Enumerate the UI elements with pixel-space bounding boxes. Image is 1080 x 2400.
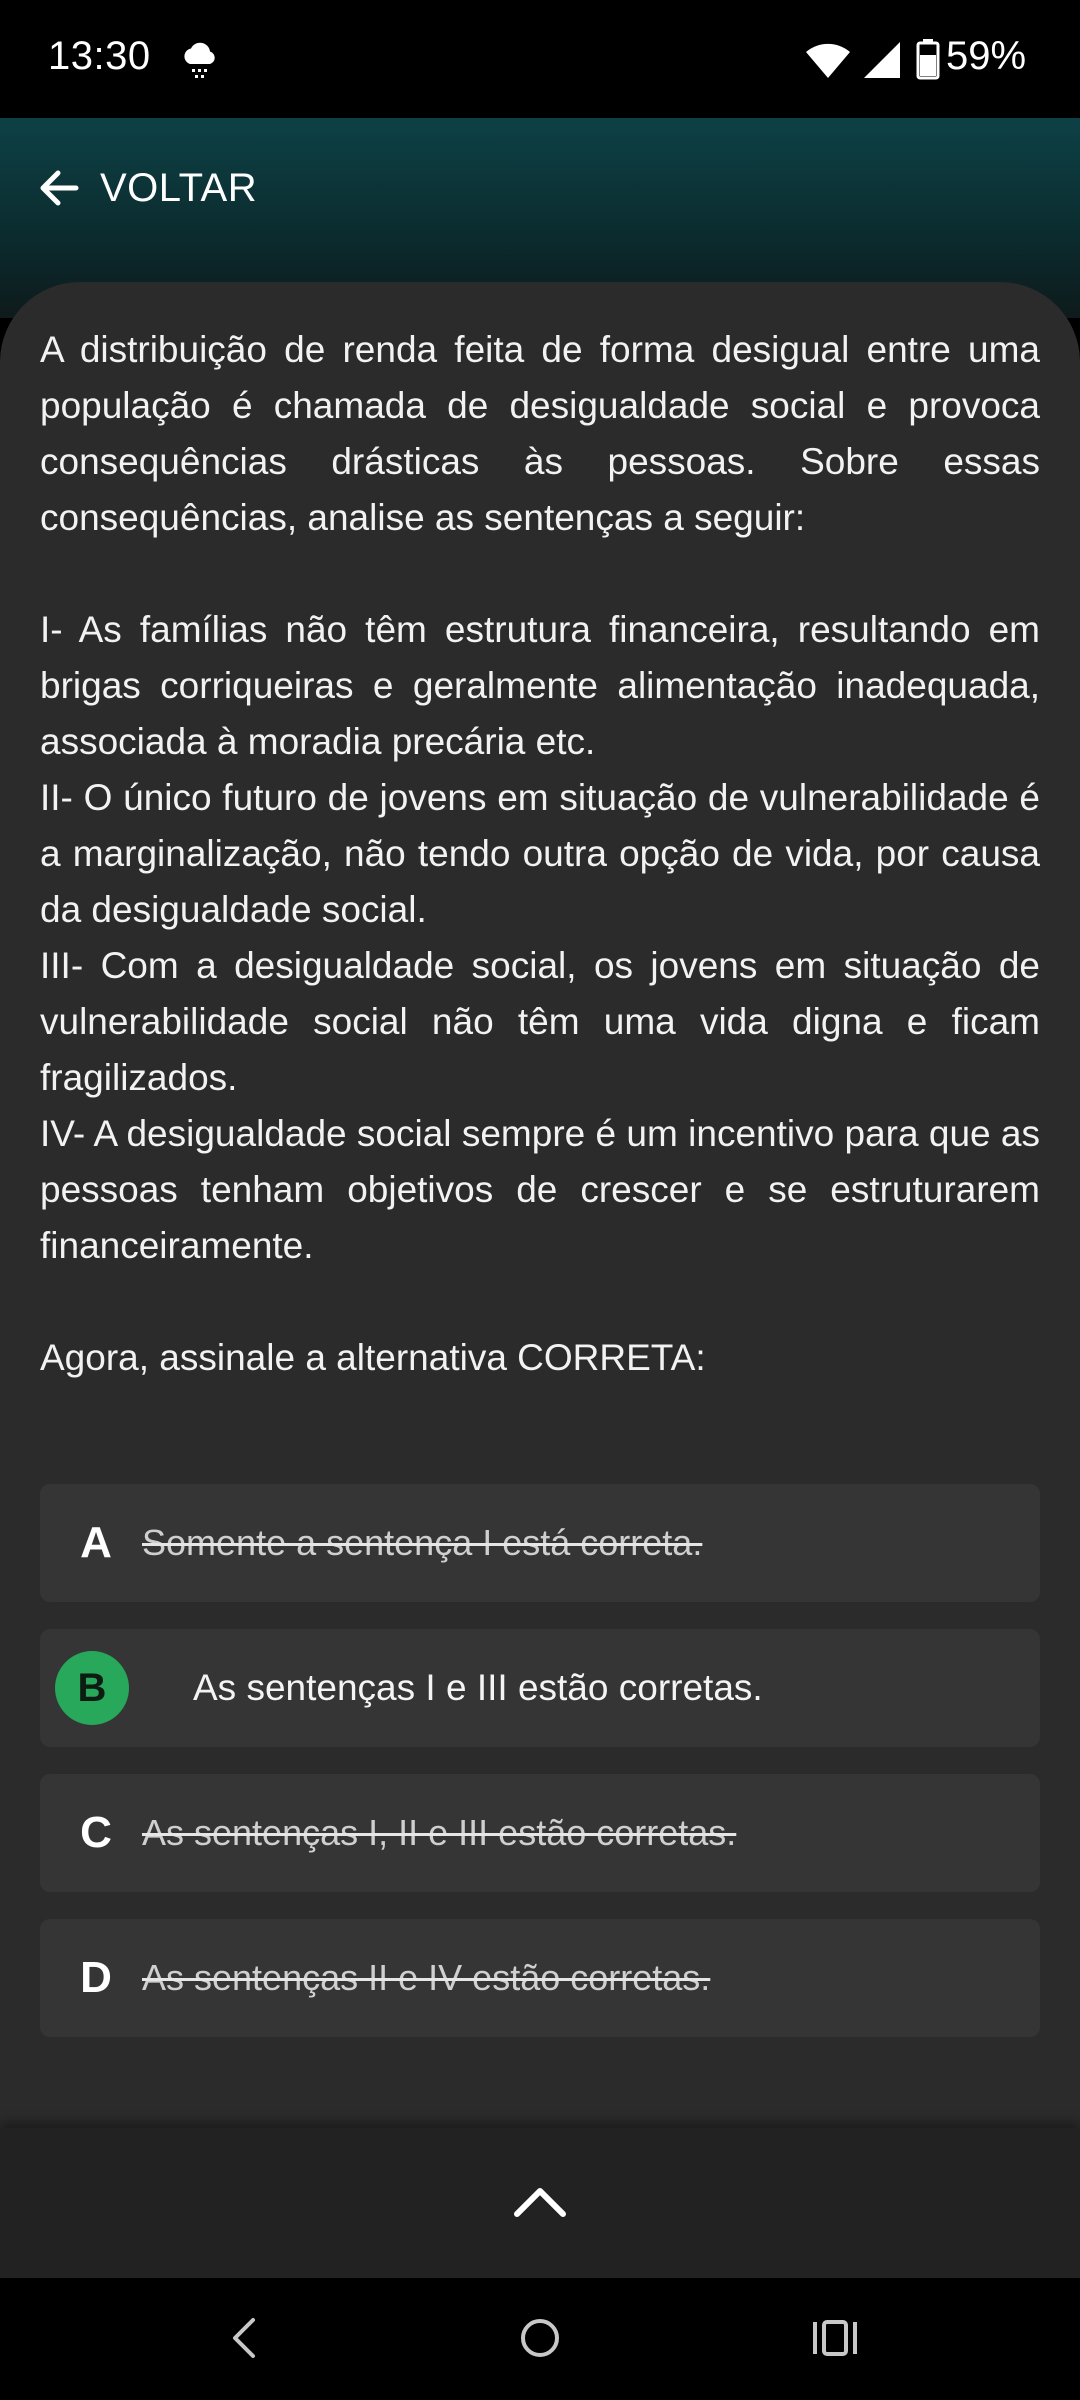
battery-icon xyxy=(916,38,940,80)
option-letter: C xyxy=(80,1808,112,1857)
bottom-panel xyxy=(0,2128,1080,2278)
status-time: 13:30 xyxy=(48,34,151,78)
question-text xyxy=(40,322,1040,1386)
back-button[interactable] xyxy=(36,158,257,218)
navigation-bar xyxy=(0,2278,1080,2400)
question-prompt: Agora, assinale a alternativa CORRETA: xyxy=(40,1337,706,1378)
option-letter: D xyxy=(80,1953,112,2002)
nav-home-icon[interactable] xyxy=(510,2308,570,2368)
option-d[interactable] xyxy=(40,1919,1040,2037)
option-letter: A xyxy=(80,1518,112,1567)
back-label: VOLTAR xyxy=(100,165,258,210)
option-letter-selected-badge: B xyxy=(55,1651,129,1725)
nav-recents-icon[interactable] xyxy=(805,2308,865,2368)
question-intro: A distribuição de renda feita de forma desigual entre uma população é chamada de desigualdade social e provoca consequências drásticas às pessoas. Sobre essas consequências, analise as sentenças a seguir: xyxy=(40,329,1040,538)
sentence-iii: III- Com a desigualdade social, os jovens em situação de vulnerabilidade social não têm uma vida digna e ficam fragilizados. xyxy=(40,945,1040,1098)
sentence-ii: II- O único futuro de jovens em situação de vulnerabilidade é a marginalização, não tendo outra opção de vida, por causa da desigualdade social. xyxy=(40,777,1040,930)
option-text: As sentenças II e IV estão corretas. xyxy=(142,1957,711,1998)
option-a[interactable] xyxy=(40,1484,1040,1602)
status-bar xyxy=(0,0,1080,118)
sentence-i: I- As famílias não têm estrutura financeira, resultando em brigas corriqueiras e geralmente alimentação inadequada, associada à moradia precária etc. xyxy=(40,609,1040,762)
wifi-icon xyxy=(804,40,852,80)
sentence-iv: IV- A desigualdade social sempre é um incentivo para que as pessoas tenham objetivos de crescer e se estruturarem financeiramente. xyxy=(40,1113,1040,1266)
battery-percentage: 59% xyxy=(946,34,1027,78)
chevron-up-icon[interactable] xyxy=(505,2170,575,2230)
option-b[interactable] xyxy=(40,1629,1040,1747)
cloud-rain-icon xyxy=(178,38,222,82)
nav-back-icon[interactable] xyxy=(215,2308,275,2368)
answer-options xyxy=(40,1484,1040,2064)
cellular-signal-icon xyxy=(860,40,902,80)
question-card xyxy=(0,282,1080,2128)
arrow-left-icon xyxy=(36,165,82,211)
option-text: As sentenças I, II e III estão corretas. xyxy=(142,1812,737,1853)
option-text: Somente a sentença I está correta. xyxy=(142,1522,703,1563)
option-c[interactable] xyxy=(40,1774,1040,1892)
option-text: As sentenças I e III estão corretas. xyxy=(193,1667,763,1708)
